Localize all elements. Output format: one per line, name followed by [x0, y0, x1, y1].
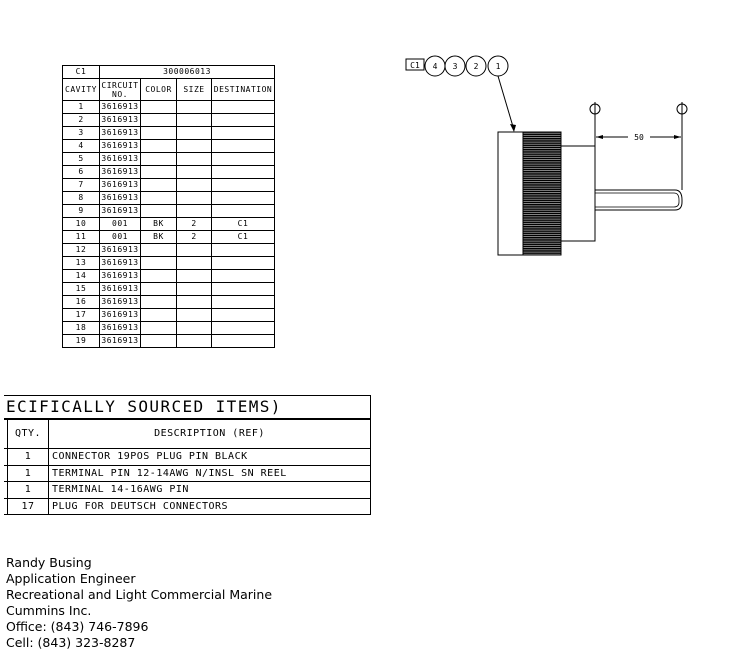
item-description: PLUG FOR DEUTSCH CONNECTORS — [49, 498, 371, 515]
circuit-cell: 3616913 — [100, 270, 141, 283]
circuit-cell: 3616913 — [100, 296, 141, 309]
color-cell: BK — [141, 231, 177, 244]
cavity-row — [63, 257, 275, 270]
item-qty: 1 — [8, 482, 49, 499]
dimension-value: 50 — [634, 133, 644, 142]
cavity-row — [63, 166, 275, 179]
size-cell — [177, 205, 212, 218]
circuit-cell: 3616913 — [100, 205, 141, 218]
cavity-cell: 13 — [63, 257, 100, 270]
color-cell — [141, 257, 177, 270]
destination-cell — [212, 270, 275, 283]
cavity-row — [63, 101, 275, 114]
connector-housing — [498, 132, 523, 255]
cavity-row — [63, 296, 275, 309]
destination-cell — [212, 192, 275, 205]
cavity-table-title-row — [63, 66, 275, 79]
cavity-cell: 8 — [63, 192, 100, 205]
size-cell — [177, 127, 212, 140]
circuit-cell: 3616913 — [100, 192, 141, 205]
destination-cell — [212, 335, 275, 348]
cavity-row — [63, 205, 275, 218]
color-cell — [141, 205, 177, 218]
destination-cell — [212, 140, 275, 153]
circuit-cell: 3616913 — [100, 309, 141, 322]
part-number: 300006013 — [100, 66, 275, 79]
cavity-cell: 3 — [63, 127, 100, 140]
size-cell — [177, 192, 212, 205]
cavity-cell: 2 — [63, 114, 100, 127]
header-destination: DESTINATION — [212, 79, 275, 101]
header-qty: QTY. — [8, 420, 49, 449]
connector-nose — [561, 146, 595, 241]
size-cell — [177, 270, 212, 283]
cavity-table-header-row — [63, 79, 275, 101]
color-cell — [141, 244, 177, 257]
size-cell — [177, 166, 212, 179]
size-cell — [177, 140, 212, 153]
destination-cell — [212, 179, 275, 192]
color-cell — [141, 283, 177, 296]
circuit-cell: 3616913 — [100, 153, 141, 166]
header-circuit-no: CIRCUIT NO. — [101, 80, 139, 99]
header-color: COLOR — [141, 79, 177, 101]
destination-cell: C1 — [212, 231, 275, 244]
destination-cell — [212, 309, 275, 322]
circuit-cell: 3616913 — [100, 166, 141, 179]
callout-number-1: 1 — [495, 62, 501, 71]
size-cell — [177, 179, 212, 192]
connector-body — [498, 132, 682, 255]
item-description: CONNECTOR 19POS PLUG PIN BLACK — [49, 449, 371, 466]
cavity-row — [63, 114, 275, 127]
callout-group — [406, 56, 516, 132]
cavity-row — [63, 127, 275, 140]
color-cell: BK — [141, 218, 177, 231]
cavity-row — [63, 309, 275, 322]
contact-division: Recreational and Light Commercial Marine — [6, 587, 273, 602]
sourced-items-block — [4, 395, 371, 515]
cavity-cell: 1 — [63, 101, 100, 114]
destination-cell — [212, 257, 275, 270]
sourced-items-title: ECIFICALLY SOURCED ITEMS) — [4, 395, 371, 419]
connector-drawing — [400, 50, 700, 270]
size-cell: 2 — [177, 231, 212, 244]
destination-cell — [212, 127, 275, 140]
header-cavity: CAVITY — [63, 79, 100, 101]
destination-cell — [212, 114, 275, 127]
circuit-cell: 3616913 — [100, 127, 141, 140]
size-cell — [177, 309, 212, 322]
color-cell — [141, 335, 177, 348]
cavity-row — [63, 283, 275, 296]
circuit-cell: 3616913 — [100, 101, 141, 114]
coupling-ring — [523, 132, 561, 255]
circuit-cell: 3616913 — [100, 140, 141, 153]
color-cell — [141, 153, 177, 166]
color-cell — [141, 101, 177, 114]
cavity-row — [63, 270, 275, 283]
color-cell — [141, 296, 177, 309]
contact-cell-phone: Cell: (843) 323-8287 — [6, 635, 136, 650]
header-size: SIZE — [177, 79, 212, 101]
circuit-cell: 3616913 — [100, 244, 141, 257]
cavity-cell: 16 — [63, 296, 100, 309]
destination-cell — [212, 283, 275, 296]
cavity-row — [63, 140, 275, 153]
contact-office-phone: Office: (843) 746-7896 — [6, 619, 149, 634]
wire-inner — [595, 193, 679, 207]
cavity-cell: 6 — [63, 166, 100, 179]
size-cell — [177, 114, 212, 127]
circuit-cell: 3616913 — [100, 179, 141, 192]
cavity-cell: 12 — [63, 244, 100, 257]
circuit-cell: 3616913 — [100, 335, 141, 348]
color-cell — [141, 140, 177, 153]
connector-ref: C1 — [63, 66, 100, 79]
cavity-row — [63, 322, 275, 335]
color-cell — [141, 114, 177, 127]
size-cell — [177, 244, 212, 257]
circuit-cell: 001 — [100, 231, 141, 244]
callout-label: C1 — [410, 61, 420, 70]
color-cell — [141, 192, 177, 205]
color-cell — [141, 309, 177, 322]
cavity-cell: 17 — [63, 309, 100, 322]
color-cell — [141, 166, 177, 179]
dimension-group — [590, 102, 687, 190]
cavity-cell: 4 — [63, 140, 100, 153]
cavity-cell: 9 — [63, 205, 100, 218]
circuit-cell: 3616913 — [100, 257, 141, 270]
destination-cell — [212, 101, 275, 114]
size-cell — [177, 296, 212, 309]
destination-cell — [212, 153, 275, 166]
destination-cell — [212, 296, 275, 309]
callout-number-2: 2 — [473, 62, 479, 71]
item-row — [4, 498, 371, 515]
cavity-row — [63, 179, 275, 192]
cavity-cell: 19 — [63, 335, 100, 348]
circuit-cell: 001 — [100, 218, 141, 231]
cavity-row — [63, 192, 275, 205]
cavity-row — [63, 244, 275, 257]
destination-cell — [212, 205, 275, 218]
item-qty: 17 — [8, 498, 49, 515]
color-cell — [141, 270, 177, 283]
size-cell — [177, 257, 212, 270]
cavity-row — [63, 153, 275, 166]
destination-cell — [212, 244, 275, 257]
color-cell — [141, 322, 177, 335]
callout-number-4: 4 — [432, 62, 438, 71]
item-row — [4, 465, 371, 482]
destination-cell — [212, 322, 275, 335]
size-cell — [177, 283, 212, 296]
item-row — [4, 482, 371, 499]
color-cell — [141, 179, 177, 192]
cavity-cell: 18 — [63, 322, 100, 335]
item-qty: 1 — [8, 449, 49, 466]
leader-line — [498, 76, 514, 130]
item-description: TERMINAL PIN 12-14AWG N/INSL SN REEL — [49, 465, 371, 482]
size-cell — [177, 153, 212, 166]
item-description: TERMINAL 14-16AWG PIN — [49, 482, 371, 499]
cavity-table — [62, 65, 275, 348]
contact-signature — [6, 555, 272, 651]
contact-name: Randy Busing — [6, 555, 92, 570]
item-row — [4, 449, 371, 466]
color-cell — [141, 127, 177, 140]
contact-company: Cummins Inc. — [6, 603, 92, 618]
circuit-cell: 3616913 — [100, 114, 141, 127]
cavity-row — [63, 218, 275, 231]
size-cell — [177, 335, 212, 348]
destination-cell: C1 — [212, 218, 275, 231]
cavity-cell: 15 — [63, 283, 100, 296]
cavity-cell: 5 — [63, 153, 100, 166]
cavity-cell: 7 — [63, 179, 100, 192]
cavity-row — [63, 335, 275, 348]
cavity-cell: 11 — [63, 231, 100, 244]
cavity-cell: 14 — [63, 270, 100, 283]
size-cell — [177, 322, 212, 335]
circuit-cell: 3616913 — [100, 322, 141, 335]
items-header-row — [4, 420, 371, 449]
sourced-items-table — [4, 419, 371, 515]
circuit-cell: 3616913 — [100, 283, 141, 296]
destination-cell — [212, 166, 275, 179]
cavity-cell: 10 — [63, 218, 100, 231]
callout-number-3: 3 — [452, 62, 458, 71]
size-cell — [177, 101, 212, 114]
size-cell: 2 — [177, 218, 212, 231]
item-qty: 1 — [8, 465, 49, 482]
cavity-row — [63, 231, 275, 244]
contact-title: Application Engineer — [6, 571, 136, 586]
header-description: DESCRIPTION (REF) — [49, 420, 371, 449]
